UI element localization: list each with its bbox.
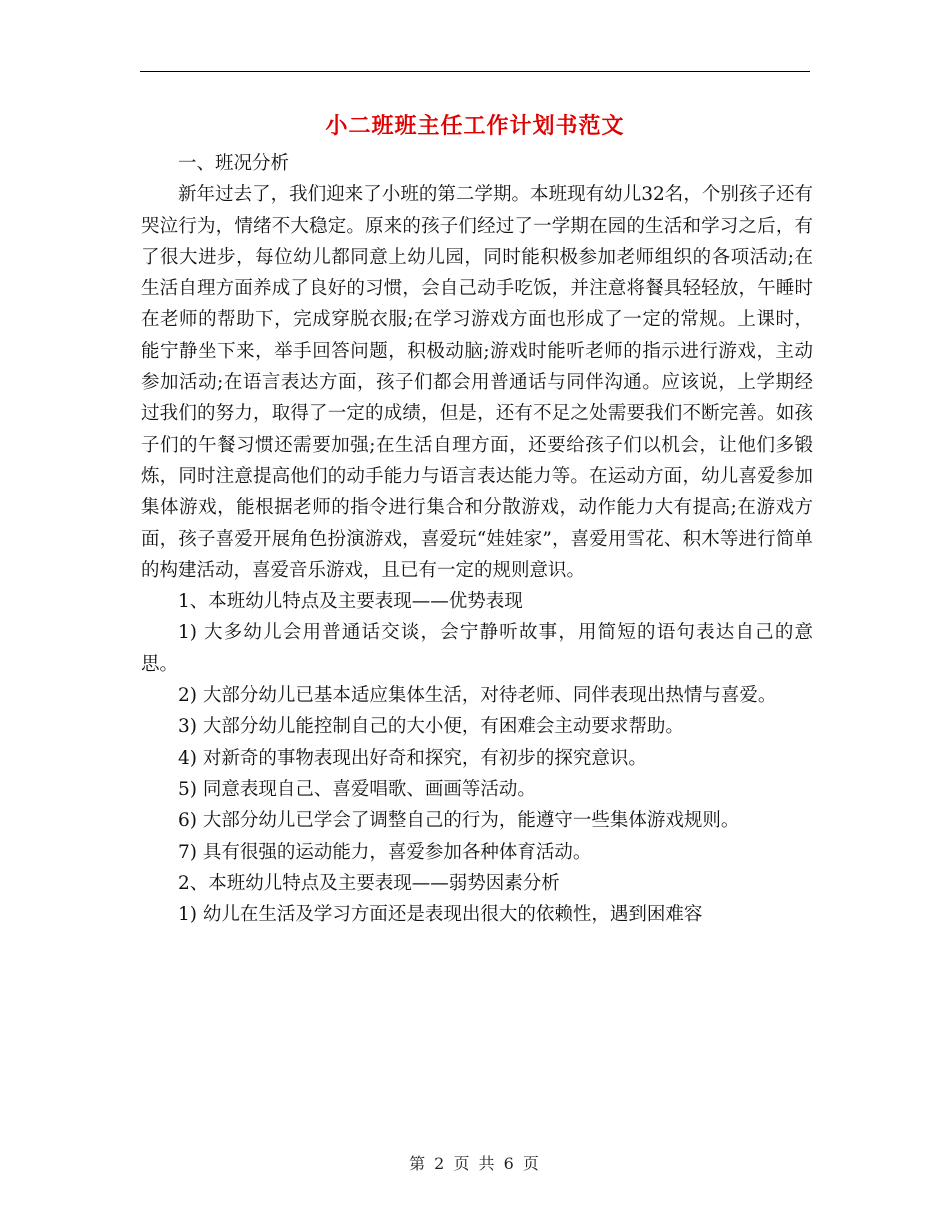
list-item: 2) 大部分幼儿已基本适应集体生活，对待老师、同伴表现出热情与喜爱。: [178, 685, 777, 707]
body-paragraph: 新年过去了，我们迎来了小班的第二学期。本班现有幼儿32名，个别孩子还有哭泣行为，情绪不大稳定。原来的孩子们经过了一学期在园的生活和学习之后，有了很大进步，每位幼儿都同意上幼儿园，同时能积极参加老师组织的各项活动;在生活自理方面养成了良好的习惯，会自己动手吃饭，并注意将餐具轻轻放，午睡时在老师的帮助下，完成穿脱衣服;在学习游戏方面也形成了一定的常规。上课时，能宁静坐下来，举手回答问题，积极动脑;游戏时能听老师的指示进行游戏，主动参加活动;在语言表达方面，孩子们都会用普通话与同伴沟通。应该说，上学期经过我们的努力，取得了一定的成绩，但是，还有不足之处需要我们不断完善。如孩子们的午餐习惯还需要加强;在生活自理方面，还要给孩子们以机会，让他们多锻炼，同时注意提高他们的动手能力与语言表达能力等。在运动方面，幼儿喜爱参加集体游戏，能根据老师的指令进行集合和分散游戏，动作能力大有提高;在游戏方面，孩子喜爱开展角色扮演游戏，喜爱玩“娃娃家”，喜爱用雪花、积木等进行简单的构建活动，喜爱音乐游戏，且已有一定的规则意识。: [141, 184, 813, 581]
subsection-heading: 2、本班幼儿特点及主要表现——弱势因素分析: [178, 872, 560, 894]
document-body: [141, 148, 813, 930]
list-item: 3) 大部分幼儿能控制自己的大小便，有困难会主动要求帮助。: [178, 716, 684, 738]
list-item: 4) 对新奇的事物表现出好奇和探究，有初步的探究意识。: [178, 747, 647, 769]
document-title: 小二班班主任工作计划书范文: [325, 113, 625, 139]
section-heading: 一、班况分析: [178, 153, 290, 174]
list-item: 1) 大多幼儿会用普通话交谈，会宁静听故事，用简短的语句表达自己的意思。: [141, 622, 813, 675]
list-item: 7) 具有很强的运动能力，喜爱参加各种体育活动。: [178, 841, 592, 863]
page-number-footer: 第 2 页 共 6 页: [409, 1154, 541, 1173]
subsection-heading: 1、本班幼儿特点及主要表现——优势表现: [178, 591, 523, 613]
list-item: 5) 同意表现自己、喜爱唱歌、画画等活动。: [178, 778, 536, 800]
list-item: 6) 大部分幼儿已学会了调整自己的行为，能遵守一些集体游戏规则。: [178, 810, 740, 832]
list-item: 1) 幼儿在生活及学习方面还是表现出很大的依赖性，遇到困难容: [178, 904, 703, 926]
header-rule: [140, 71, 810, 72]
